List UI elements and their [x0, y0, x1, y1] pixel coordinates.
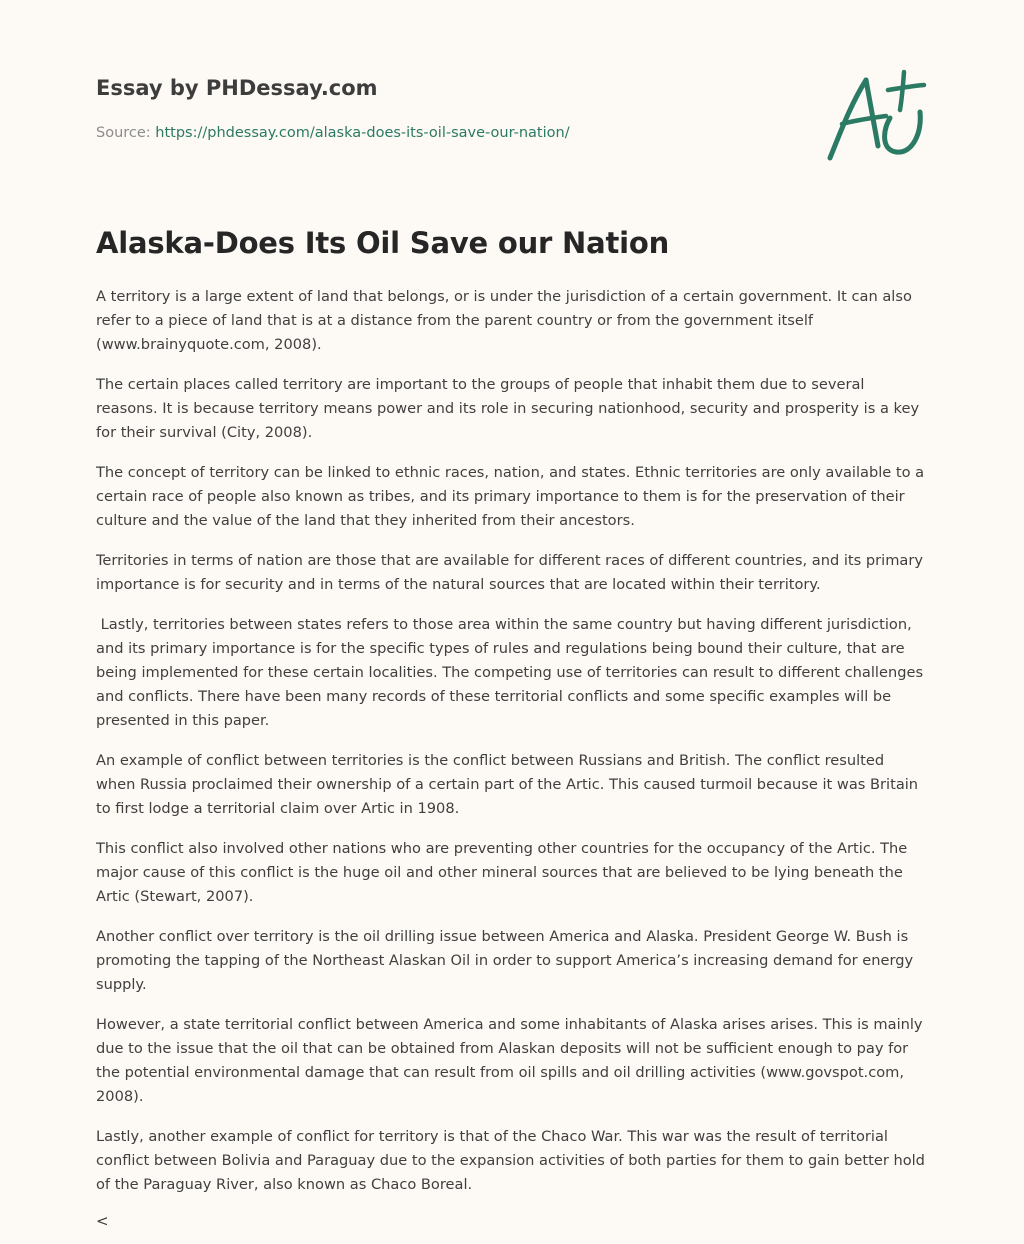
brand-title: Essay by PHDessay.com	[96, 76, 378, 100]
essay-paragraph: Lastly, another example of conflict for territory is that of the Chaco War. This war was the result of territorial conflict between Bolivia and Paraguay due to the expansion activities of both parties for them to gain better hold of the Paraguay River, also known as Chaco Boreal.	[96, 1128, 925, 1193]
source-link[interactable]: https://phdessay.com/alaska-does-its-oil-save-our-nation/	[155, 125, 570, 141]
essay-paragraph: Another conflict over territory is the oil drilling issue between America and Alaska. President George W. Bush is promoting the tapping of the Northeast Alaskan Oil in order to support America’s increasing demand for energy supply.	[96, 928, 914, 993]
essay-paragraph: An example of conflict between territories is the conflict between Russians and British. The conflict resulted when Russia proclaimed their ownership of a certain part of the Artic. This caused turmoil because it was Britain to first lodge a territorial claim over Artic in 1908.	[96, 752, 919, 817]
a-plus-logo-icon	[820, 66, 930, 166]
essay-paragraph: A territory is a large extent of land that belongs, or is under the jurisdiction of a certain government. It can also refer to a piece of land that is at a distance from the parent country or from the government itself (www.brainyquote.com, 2008).	[96, 288, 912, 353]
essay-paragraph: This conflict also involved other nations who are preventing other countries for the occupancy of the Artic. The major cause of this conflict is the huge oil and other mineral sources that are believed to be lying beneath the Artic (Stewart, 2007).	[96, 840, 908, 905]
source-label: Source:	[96, 125, 151, 141]
essay-paragraph: The concept of territory can be linked to ethnic races, nation, and states. Ethnic territories are only available to a certain race of people also known as tribes, and its primary importance to them is for the preservation of their culture and the value of the land that they inherited from their ancestors.	[96, 464, 925, 529]
essay-title: Alaska-Does Its Oil Save our Nation	[96, 226, 670, 260]
essay-paragraph: Territories in terms of nation are those that are available for different races of different countries, and its primary importance is for security and in terms of the natural sources that are located within their territory.	[96, 552, 924, 593]
essay-paragraph: However, a state territorial conflict between America and some inhabitants of Alaska arises arises. This is mainly due to the issue that the oil that can be obtained from Alaskan deposits will not be sufficient enough to pay for the potential environmental damage that can result from oil spills and oil drilling activities (www.govspot.com, 2008).	[96, 1016, 923, 1105]
essay-paragraph: Lastly, territories between states refers to those area within the same country but having different jurisdiction, and its primary importance is for the specific types of rules and regulations being bound their culture, that are being implemented for these certain localities. The competing use of territories can result to different challenges and conflicts. There have been many records of these territorial conflicts and some specific examples will be presented in this paper.	[96, 616, 928, 729]
source-line	[96, 125, 570, 141]
essay-body	[96, 285, 928, 1213]
previous-page-link[interactable]: <	[96, 1212, 109, 1230]
essay-paragraph: The certain places called territory are important to the groups of people that inhabit them due to several reasons. It is because territory means power and its role in securing nationhood, security and prosperity is a key for their survival (City, 2008).	[96, 376, 920, 441]
